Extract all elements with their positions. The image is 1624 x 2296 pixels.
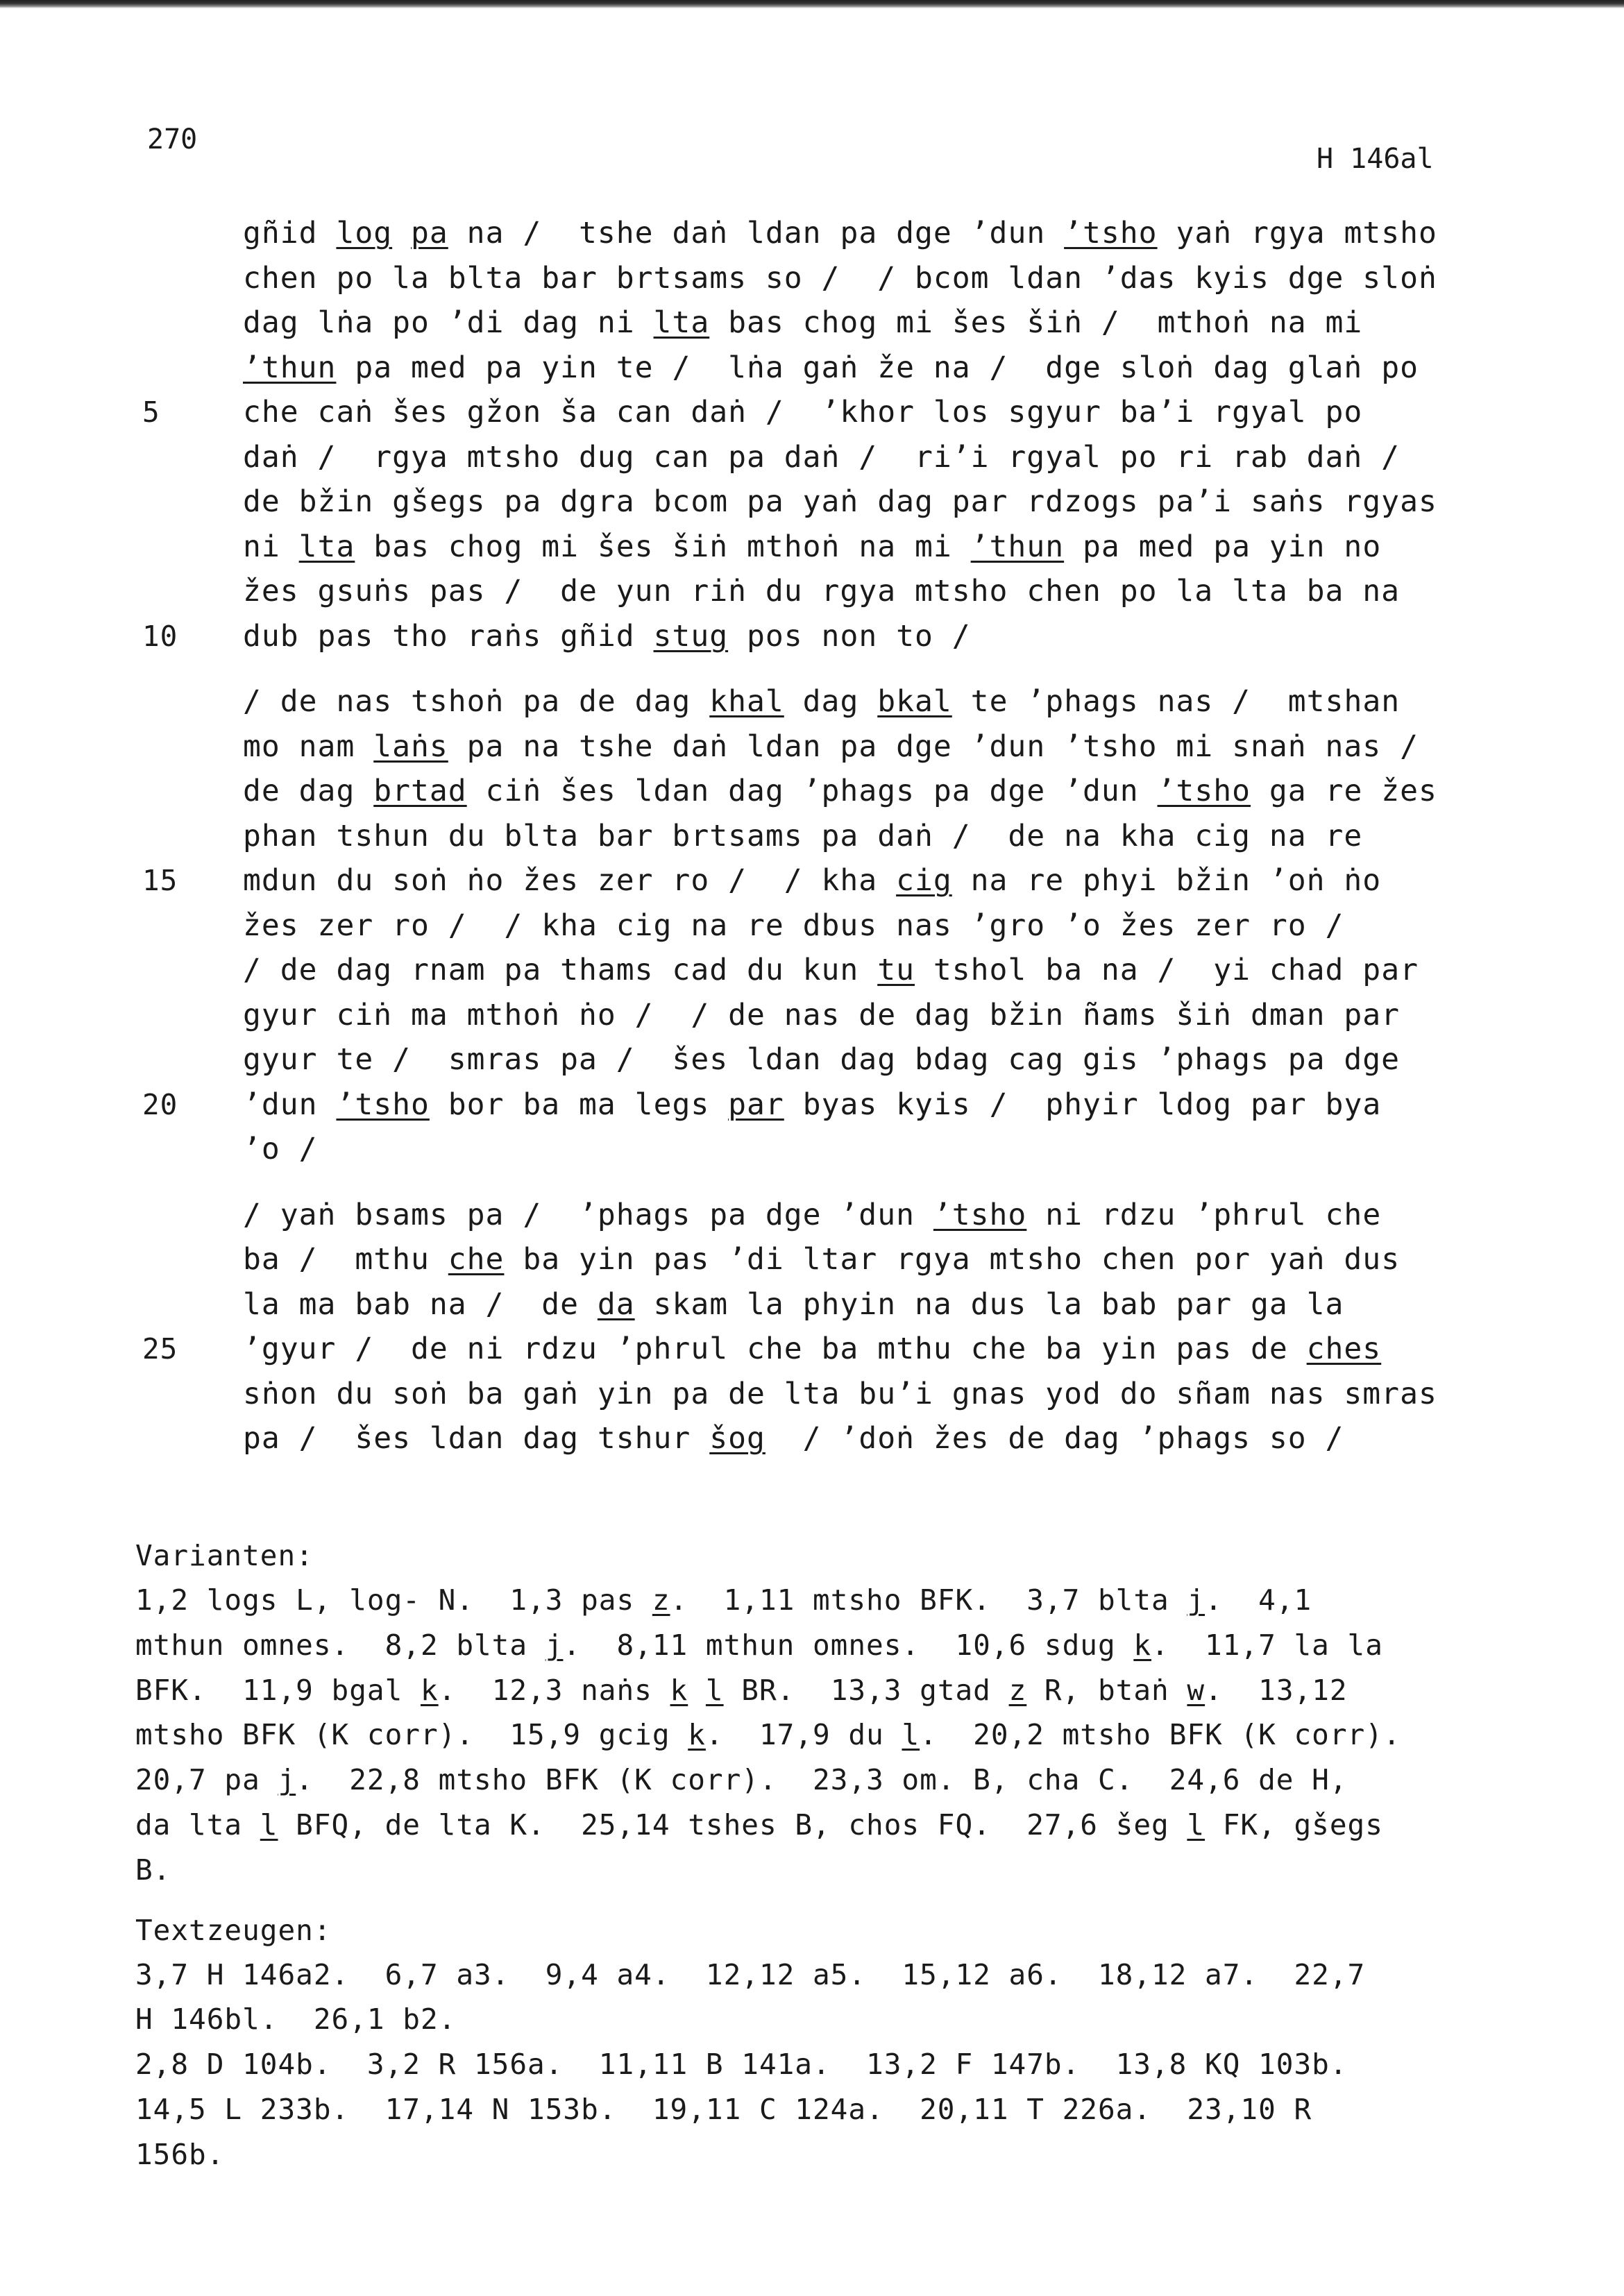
text-segment: sṅon du soṅ ba gaṅ yin pa de lta bu’i gnas yod do sñam nas smras [243, 1376, 1437, 1411]
underlined-reading: l [260, 1808, 278, 1842]
underlined-reading: ches [1306, 1332, 1382, 1366]
text-segment: žes zer ro / / kha cig na re dbus nas ’gro ’o žes zer ro / [243, 908, 1344, 943]
text-paragraph [142, 1193, 1457, 1461]
text-line [243, 1416, 1457, 1461]
text-segment: / de dag rnam pa thams cad du kun [243, 953, 878, 987]
text-segment: bor ba ma legs [429, 1087, 729, 1122]
text-segment: mthun omnes. 8,2 blta [135, 1628, 545, 1662]
underlined-reading: ’thun [970, 529, 1065, 564]
underlined-reading: l [1187, 1808, 1206, 1842]
text-segment: 1,2 logs L, log- N. 1,3 pas [135, 1583, 652, 1617]
text-segment: gñid [243, 216, 337, 250]
text-segment [392, 216, 411, 250]
underlined-reading: ’tsho [336, 1087, 430, 1122]
text-line [243, 1037, 1457, 1082]
text-line [243, 435, 1457, 480]
text-segment: . 20,2 mtsho BFK (K corr). [920, 1718, 1401, 1752]
varianten-heading: Varianten: [135, 1539, 314, 1572]
text-segment: mdun du soṅ ṅo žes zer ro / / kha [243, 863, 897, 898]
text-line [243, 1193, 1457, 1238]
text-segment: 20,7 pa [135, 1763, 278, 1797]
text-line [142, 614, 1457, 659]
text-segment: na re phyi bžin ’oṅ ṅo [951, 863, 1382, 898]
text-segment: ba / mthu [243, 1242, 448, 1277]
text-segment: gyur te / smras pa / šes ldan dag bdag cag gis ’phags pa dge [243, 1042, 1401, 1077]
text-segment: 156b. [135, 2137, 225, 2171]
text-segment: yaṅ rgya mtsho [1157, 216, 1437, 250]
underlined-reading: lta [298, 529, 355, 564]
text-segment: BFQ, de lta K. 25,14 tshes B, chos FQ. 27,6 šeg [278, 1808, 1187, 1842]
varianten-line [135, 1578, 1509, 1623]
text-segment: ni [243, 529, 299, 564]
textzeugen-line [135, 2132, 1509, 2177]
varianten-list [135, 1578, 1509, 1893]
underlined-reading: ’tsho [933, 1197, 1027, 1232]
underlined-reading: log [336, 216, 393, 250]
text-line [243, 948, 1457, 993]
underlined-reading: z [1008, 1673, 1027, 1707]
text-segment: . 13,12 [1205, 1673, 1348, 1707]
text-segment: B. [135, 1853, 171, 1887]
text-segment: phan tshun du blta bar brtsams pa daṅ / de na kha cig na re [243, 818, 1363, 853]
edited-text-body [142, 211, 1457, 1482]
text-line [142, 1327, 1457, 1372]
underlined-reading: bkal [877, 684, 952, 719]
text-segment: byas kyis / phyir ldog par bya [784, 1087, 1382, 1122]
underlined-reading: da [597, 1286, 635, 1322]
text-line [243, 679, 1457, 724]
underlined-reading: laṅs [373, 729, 448, 764]
text-segment: / yaṅ bsams pa / ’phags pa dge ’dun [243, 1197, 933, 1232]
text-segment: mtsho BFK (K corr). 15,9 gcig [135, 1718, 688, 1752]
text-segment: dag lṅa po ’di dag ni [243, 305, 654, 340]
text-segment: 14,5 L 233b. 17,14 N 153b. 19,11 C 124a. 20,11 T 226a. 23,10 R [135, 2092, 1312, 2126]
line-number: 10 [142, 619, 178, 653]
text-segment: dag [784, 684, 878, 719]
text-segment: FK, gšegs [1205, 1808, 1383, 1842]
text-line [243, 1237, 1457, 1282]
text-segment: skam la phyin na dus la bab par ga la [634, 1286, 1344, 1322]
text-segment: R, btaṅ [1026, 1673, 1187, 1707]
text-segment: chen po la blta bar brtsams so / / bcom ldan ’das kyis dge sloṅ [243, 260, 1437, 296]
text-segment: ni rdzu ’phrul che [1026, 1197, 1382, 1232]
text-line [142, 858, 1457, 903]
text-segment: na / tshe daṅ ldan pa dge ’dun [448, 216, 1065, 250]
text-line [243, 993, 1457, 1038]
text-segment: H 146bl. 26,1 b2. [135, 2002, 457, 2036]
text-segment: dub pas tho raṅs gñid [243, 618, 654, 654]
text-segment: da lta [135, 1808, 260, 1842]
textzeugen-line [135, 2087, 1509, 2132]
text-segment: pos non to / [728, 618, 971, 654]
underlined-reading: par [728, 1087, 784, 1122]
underlined-reading: j [1187, 1583, 1206, 1617]
underlined-reading: pa [411, 216, 448, 250]
text-paragraph [142, 679, 1457, 1172]
textzeugen-line [135, 1953, 1509, 1998]
text-segment: . 8,11 mthun omnes. 10,6 sdug [563, 1628, 1134, 1662]
text-line [243, 300, 1457, 346]
text-segment: . 4,1 [1205, 1583, 1312, 1617]
underlined-reading: ’thun [243, 350, 337, 385]
underlined-reading: j [278, 1763, 296, 1797]
varianten-line [135, 1803, 1509, 1848]
line-number: 15 [142, 864, 178, 897]
text-line [243, 1127, 1457, 1172]
text-line [243, 525, 1457, 570]
textzeugen-list [135, 1953, 1509, 2177]
line-number: 25 [142, 1332, 178, 1366]
textzeugen-heading: Textzeugen: [135, 1913, 332, 1947]
text-line [142, 390, 1457, 435]
text-line [243, 724, 1457, 769]
text-segment: 2,8 D 104b. 3,2 R 156a. 11,11 B 141a. 13,2 F 147b. 13,8 KQ 103b. [135, 2048, 1348, 2082]
text-segment: / ’doṅ žes de dag ’phags so / [765, 1421, 1344, 1456]
text-segment: che caṅ šes gžon ša can daṅ / ’khor los sgyur ba’i rgyal po [243, 395, 1363, 430]
text-segment: BR. 13,3 gtad [723, 1673, 1009, 1707]
underlined-reading: w [1187, 1673, 1206, 1707]
text-segment: ba yin pas ’di ltar rgya mtsho chen por yaṅ dus [504, 1242, 1401, 1277]
text-segment: . 1,11 mtsho BFK. 3,7 blta [670, 1583, 1187, 1617]
underlined-reading: ’tsho [1064, 216, 1158, 250]
text-line [243, 1282, 1457, 1327]
text-line [243, 769, 1457, 814]
manuscript-reference: H 146al [1317, 143, 1434, 175]
text-segment: te ’phags nas / mtshan [951, 684, 1401, 719]
text-paragraph [142, 211, 1457, 658]
text-segment: mo nam [243, 729, 374, 764]
underlined-reading: j [545, 1628, 564, 1662]
text-line [243, 569, 1457, 614]
text-segment: bas chog mi šes šiṅ mthoṅ na mi [355, 529, 971, 564]
underlined-reading: k [670, 1673, 688, 1707]
underlined-reading: stug [653, 618, 729, 654]
underlined-reading: tu [877, 953, 915, 987]
text-segment: pa med pa yin te / lṅa gaṅ že na / dge sloṅ dag glaṅ po [336, 350, 1419, 385]
text-line [142, 1082, 1457, 1128]
text-segment: . 17,9 du [705, 1718, 902, 1752]
underlined-reading: z [652, 1583, 670, 1617]
text-line [243, 256, 1457, 301]
text-line [243, 479, 1457, 525]
text-segment: la ma bab na / de [243, 1286, 598, 1322]
text-line [243, 346, 1457, 391]
text-segment: pa na tshe daṅ ldan pa dge ’dun ’tsho mi snaṅ nas / [448, 729, 1419, 764]
underlined-reading: lta [653, 305, 710, 340]
underlined-reading: šog [709, 1421, 766, 1456]
varianten-line [135, 1623, 1509, 1668]
underlined-reading: ’tsho [1157, 774, 1251, 808]
scan-top-edge [0, 0, 1624, 8]
text-segment: tshol ba na / yi chad par [914, 953, 1419, 987]
text-line [243, 211, 1457, 256]
text-segment: de dag [243, 774, 374, 808]
text-line [243, 903, 1457, 949]
critical-apparatus [135, 1533, 1509, 2177]
varianten-line [135, 1668, 1509, 1713]
text-segment: . 12,3 naṅs [438, 1673, 670, 1707]
underlined-reading: brtad [373, 774, 467, 808]
text-segment: daṅ / rgya mtsho dug can pa daṅ / ri’i rgyal po ri rab daṅ / [243, 439, 1401, 475]
page-number: 270 [147, 124, 198, 155]
text-segment [688, 1674, 706, 1707]
text-segment: žes gsuṅs pas / de yun riṅ du rgya mtsho chen po la lta ba na [243, 574, 1401, 609]
varianten-line [135, 1712, 1509, 1758]
text-segment: bas chog mi šes šiṅ / mthoṅ na mi [709, 305, 1363, 340]
underlined-reading: l [902, 1718, 920, 1752]
text-segment: / de nas tshoṅ pa de dag [243, 684, 710, 719]
underlined-reading: cig [896, 863, 952, 898]
text-segment: ciṅ šes ldan dag ’phags pa dge ’dun [466, 774, 1158, 808]
underlined-reading: k [1133, 1628, 1151, 1662]
text-segment: pa / šes ldan dag tshur [243, 1421, 710, 1456]
underlined-reading: k [688, 1718, 706, 1752]
text-line [243, 1372, 1457, 1417]
underlined-reading: khal [709, 684, 784, 719]
underlined-reading: che [448, 1242, 505, 1277]
text-segment: ’o / [243, 1132, 318, 1166]
textzeugen-line [135, 2042, 1509, 2087]
text-segment: ’dun [243, 1087, 337, 1122]
varianten-line [135, 1758, 1509, 1803]
underlined-reading: l [705, 1673, 724, 1707]
varianten-line [135, 1848, 1509, 1893]
text-segment: ’gyur / de ni rdzu ’phrul che ba mthu che ba yin pas de [243, 1332, 1307, 1366]
text-segment: BFK. 11,9 bgal [135, 1673, 421, 1707]
text-segment: . 11,7 la la [1151, 1628, 1383, 1662]
underlined-reading: k [420, 1673, 439, 1707]
textzeugen-line [135, 1997, 1509, 2042]
text-line [243, 814, 1457, 859]
line-number: 5 [142, 396, 160, 429]
text-segment: . 22,8 mtsho BFK (K corr). 23,3 om. B, cha C. 24,6 de H, [296, 1763, 1348, 1797]
line-number: 20 [142, 1087, 178, 1121]
text-segment: ga re žes [1251, 774, 1437, 808]
text-segment: de bžin gšegs pa dgra bcom pa yaṅ dag par rdzogs pa’i saṅs rgyas [243, 484, 1437, 519]
text-segment: pa med pa yin no [1064, 529, 1382, 564]
text-segment: gyur ciṅ ma mthoṅ ṅo / / de nas de dag bžin ñams šiṅ dman par [243, 997, 1401, 1032]
text-segment: 3,7 H 146a2. 6,7 a3. 9,4 a4. 12,12 a5. 15,12 a6. 18,12 a7. 22,7 [135, 1957, 1366, 1991]
